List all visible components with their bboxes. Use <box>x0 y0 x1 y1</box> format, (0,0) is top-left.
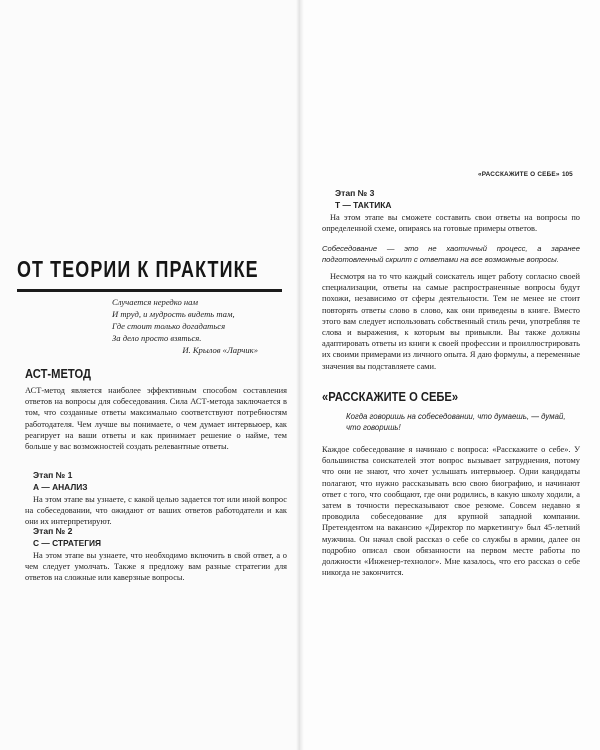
stage-1-text: На этом этапе вы узнаете, с какой целью задается тот или иной вопрос на собеседовании, что ожидают от ваших ответов работодатели и как они их интерпретируют. <box>25 495 287 527</box>
stage-2-text: На этом этапе вы узнаете, что необходимо включить в свой ответ, а о чем следует умолчать. Также я предложу вам разные стратегии для ответов на сложные или каверзные вопросы. <box>25 551 287 583</box>
story-paragraph: Каждое собеседование я начинаю с вопроса: «Расскажите о себе». У большинства соискателей этот вопрос вызывает затруднения, потому что они не знают, что хочет услышать интервьюер. Одни кандидаты полагают, что нужно рассказывать всю свою биографию, и начинают ответ с того, что сообщают, где они родились, в какую школу ходили, а затем в точности пересказывают свое резюме. Совсем недавно я проводила собеседование для крупной западной компании. Претендентом на вакансию «Директор по маркетингу» был 45-летний мужчина. Он начал свой рассказ о себе со службы в армии, далее он подробно описал свои обязанности на первом месте работы по должности «Инженер-технолог». Мне казалось, что его рассказ о себе никогда не закончится. <box>322 445 580 578</box>
epigraph-line: Где стоит только догадаться <box>112 321 226 332</box>
epigraph-line: И труд, и мудрость видеть там, <box>112 309 235 320</box>
epigraph <box>112 296 292 356</box>
epigraph-line: За дело просто взяться. <box>112 333 202 344</box>
section-quote: Когда говоришь на собеседовании, что думаешь, — думай, что говоришь! <box>346 412 566 432</box>
callout-note: Собеседование — это не хаотичный процесс, а заранее подготовленный скрипт с ответами на все возможные вопросы. <box>322 244 580 264</box>
epigraph-attribution: И. Крылов «Ларчик» <box>182 345 258 356</box>
chapter-title-rule <box>17 289 282 292</box>
stage-1-title: А — АНАЛИЗ <box>33 482 88 492</box>
running-head: «РАССКАЖИТЕ О СЕБЕ» <box>478 171 560 178</box>
page-number: 105 <box>562 171 573 178</box>
stage-3-text: На этом этапе вы сможете составить свои ответы на вопросы по определенной схеме, опираясь на готовые примеры ответов. <box>322 213 580 234</box>
stage-3-title: Т — ТАКТИКА <box>335 200 392 210</box>
book-gutter <box>296 0 304 750</box>
section-title-act-method: АСТ-МЕТОД <box>25 366 91 381</box>
chapter-title: ОТ ТЕОРИИ К ПРАКТИКЕ <box>17 256 259 282</box>
body-paragraph: Несмотря на то что каждый соискатель ищет работу согласно своей специализации, ответы на самые распространенные вопросы будут похожи, независимо от сферы деятельности. Тем не менее не стоит повторять ответы слово в слово, как они приведены в книге. Вместо этого вам следует использовать собственный стиль речи, употребляя те слова и выражения, к которым вы привыкли. Вы также должны адаптировать ответы из книги к своей профессии и проиллюстрировать их своими примерами из личного опыта. Я даю формулы, а переменные значения вы подставляете сами. <box>322 272 580 371</box>
stage-2-title: С — СТРАТЕГИЯ <box>33 538 101 548</box>
stage-1-label: Этап № 1 <box>33 470 73 480</box>
right-page <box>300 0 600 750</box>
epigraph-line: Случается нередко нам <box>112 297 198 307</box>
act-method-intro: АСТ-метод является наиболее эффективным способом составления ответов на вопросы для собеседования. Сила АСТ-метода заключается в том, что созданные ответы максимально соответствуют потребностям работодателя. Чем лучше вы понимаете, о чем думает интервьюер, как реагирует на ваши ответы и как принимает решение о найме, тем больше у вас возможностей создать релевантные ответы. <box>25 386 287 452</box>
stage-3-label: Этап № 3 <box>335 188 375 198</box>
stage-2-label: Этап № 2 <box>33 526 73 536</box>
section-title-tell-about-yourself: «РАССКАЖИТЕ О СЕБЕ» <box>322 389 459 404</box>
